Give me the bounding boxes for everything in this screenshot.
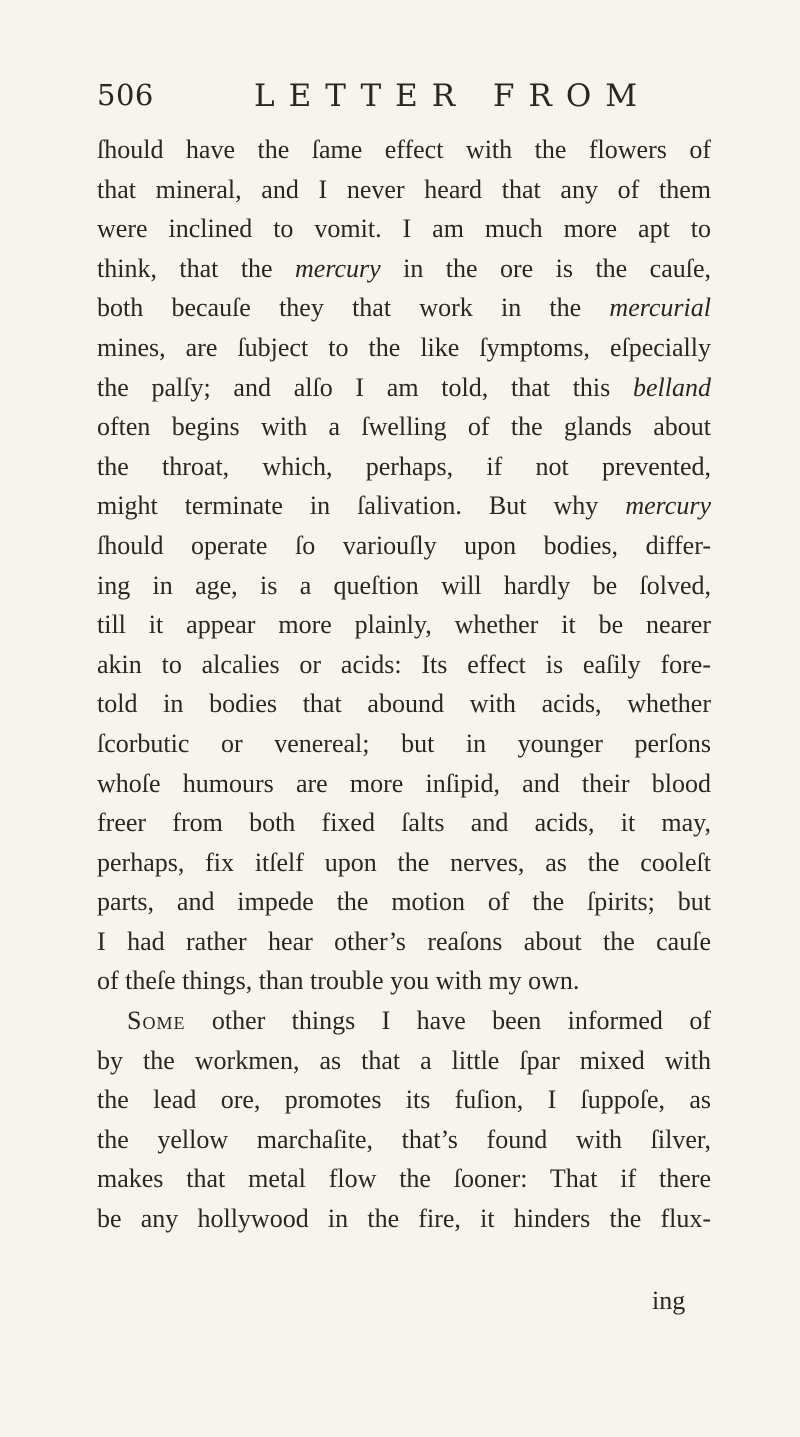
- text-line: [97, 288, 711, 328]
- italic-word: mercury: [625, 491, 711, 521]
- text-line: [97, 1159, 711, 1199]
- text-line: [97, 130, 711, 170]
- text-segment: often begins with a ſwelling of the glands about: [97, 412, 711, 442]
- text-segment: be any hollywood in the fire, it hinders the flux-: [97, 1204, 711, 1234]
- text-line: [97, 249, 711, 289]
- text-segment: freer from both fixed ſalts and acids, it may,: [97, 808, 711, 838]
- text-segment: perhaps, fix itſelf upon the nerves, as the cooleſt: [97, 847, 711, 877]
- text-segment: think, that the: [97, 253, 296, 283]
- text-segment: parts, and impede the motion of the ſpirits; but: [97, 887, 711, 917]
- text-line: [97, 724, 711, 764]
- text-segment: by the workmen, as that a little ſpar mixed with: [97, 1045, 711, 1075]
- text-line: [97, 605, 711, 645]
- text-line: [97, 447, 711, 487]
- text-segment: told in bodies that abound with acids, whether: [97, 689, 711, 719]
- text-segment: ſhould have the ſame effect with the flowers of: [97, 135, 711, 164]
- text-segment: the palſy; and alſo I am told, that this: [97, 372, 633, 402]
- text-segment: ing in age, is a queſtion will hardly be ſolved,: [97, 570, 711, 600]
- text-line: [97, 407, 711, 447]
- italic-word: mercurial: [609, 293, 711, 323]
- text-line: [97, 368, 711, 408]
- text-line: [97, 1120, 711, 1160]
- text-line: [97, 961, 711, 1001]
- page-number: 506: [97, 78, 154, 112]
- text-line: [97, 328, 711, 368]
- text-line: [97, 566, 711, 606]
- text-line: [97, 526, 711, 566]
- italic-word: mercury: [295, 253, 381, 283]
- text-segment: were inclined to vomit. I am much more apt to: [97, 214, 711, 244]
- text-line: [97, 882, 711, 922]
- text-segment: akin to alcalies or acids: Its effect is eaſily fore-: [97, 649, 711, 679]
- text-line: [97, 1080, 711, 1120]
- body-text: [97, 130, 711, 1239]
- text-segment: the yellow marchaſite, that’s found with ſilver,: [97, 1124, 711, 1154]
- text-line: [97, 645, 711, 685]
- text-line: [97, 803, 711, 843]
- text-segment: in the ore is the cauſe,: [380, 253, 711, 283]
- text-line: [97, 922, 711, 962]
- text-line: [97, 486, 711, 526]
- text-segment: whoſe humours are more inſipid, and their blood: [97, 768, 711, 798]
- text-line: [97, 764, 711, 804]
- text-segment: the lead ore, promotes its fuſion, I ſuppoſe, as: [97, 1085, 711, 1115]
- catchword: ing: [652, 1286, 686, 1315]
- text-segment: I had rather hear other’s reaſons about the cauſe: [97, 926, 711, 956]
- running-title: LETTER FROM: [254, 78, 651, 114]
- italic-word: belland: [633, 372, 711, 402]
- text-segment: might terminate in ſalivation. But why: [97, 491, 626, 521]
- text-segment: mines, are ſubject to the like ſymptoms, eſpecially: [97, 332, 711, 362]
- text-segment: other things I have been informed of: [185, 1006, 711, 1036]
- text-line: [97, 209, 711, 249]
- text-segment: both becauſe they that work in the: [97, 293, 610, 323]
- text-line: [97, 170, 711, 210]
- text-segment: ſcorbutic or venereal; but in younger perſons: [97, 728, 711, 758]
- text-line: [97, 843, 711, 883]
- text-segment: ſhould operate ſo variouſly upon bodies, differ-: [97, 530, 711, 560]
- text-line: [97, 1001, 711, 1041]
- page-header: [97, 78, 697, 126]
- small-caps-word: Some: [127, 1006, 186, 1036]
- text-segment: till it appear more plainly, whether it be nearer: [97, 610, 711, 640]
- text-segment: makes that metal flow the ſooner: That if there: [97, 1164, 711, 1194]
- text-line: [97, 684, 711, 724]
- text-segment: of theſe things, than trouble you with my own.: [97, 966, 580, 996]
- text-segment: that mineral, and I never heard that any of them: [97, 174, 711, 204]
- text-line: [97, 1199, 711, 1239]
- text-segment: the throat, which, perhaps, if not prevented,: [97, 451, 711, 481]
- text-line: [97, 1041, 711, 1081]
